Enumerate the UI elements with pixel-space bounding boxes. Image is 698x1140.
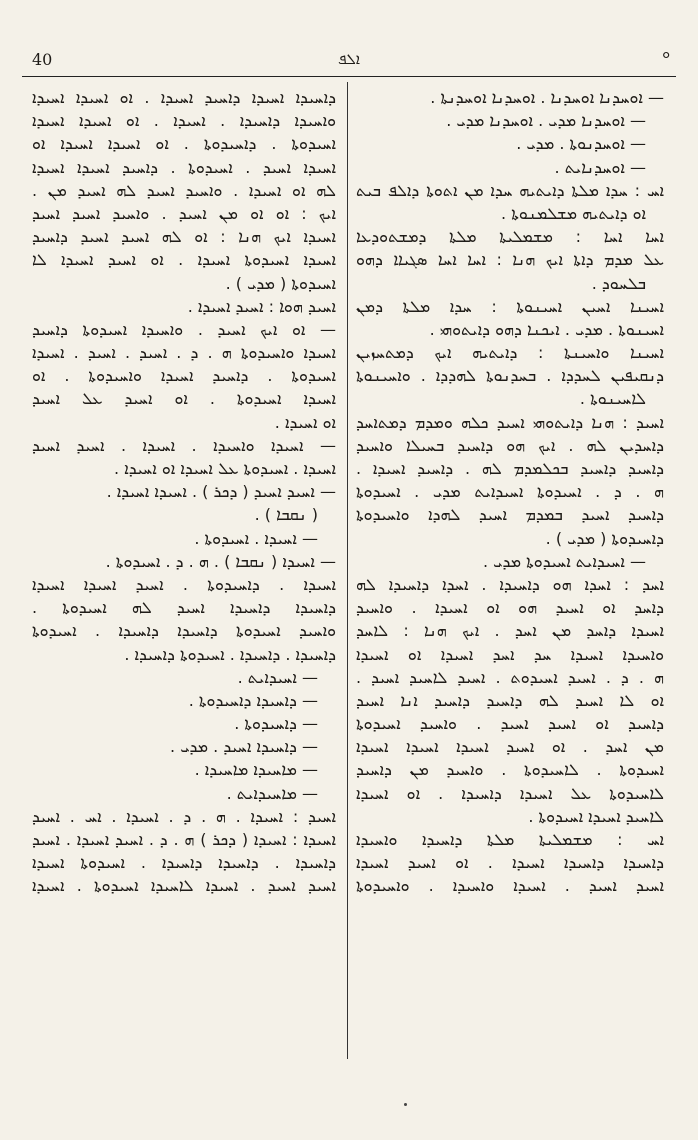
text-line: ܐܚܝܕ ܐܚܝܕ . ܐܚܝܕܐ ܠܐܚܝܕܐ ܐܚܝܕܘܬܐ . ܐܚܝܕܐ — [32, 876, 336, 896]
text-line: ܐܚܝܕ : ܗܢܐ ܕܐܝܬܘܗܝ ܐܚܝܕ ܟܠܗ ܘܡܕܡ ܕܡܬܐܚܕ — [356, 412, 664, 432]
text-line: — ܐܚܝܕ ܐܚܝܕ ( ܕܟܪ ) . ܐܚܝܕܐ ܐܚܝܕܐ . — [106, 482, 336, 502]
text-line: — ܐܚܝܕܐܝܬ ܐܚܝܕܘܬܐ ܡܕܝ . — [482, 551, 646, 571]
text-line: ܐܚܝܕ ܐܚܝܕ . ܐܚܝܕܐ ܘܐܚܝܕܐ . ܘܐܚܝܕܘܬܐ — [356, 876, 664, 896]
text-line: ܗ . ܕ . ܐܚܝܕܘܬܐ ܐܚܝܕܐܝܬ ܡܕܝ . ܐܚܝܕܘܬܐ — [356, 482, 664, 502]
text-line: ܐܚܝܕ ܗܘܐ : ܐܚܝܕ ܐܚܝܕܐ . — [187, 296, 336, 316]
left-column — [32, 86, 336, 898]
text-line: — ܐܚܝܕܐܝܬ . — [237, 667, 318, 687]
text-line: ܕܐܚܝܕ ܐܘ ܐܚܝܕ ܐܚܝܕ . ܘܐܚܝܕ ܐܚܝܕܘܬܐ — [356, 714, 664, 734]
text-line: ܐܚܝܢܐ ܐܚܝܢ ܐܚܝܢܘܬܐ : ܚܕܐ ܡܠܬܐ ܕܡܢ — [356, 296, 664, 316]
text-line: — ܐܘܚܕܢܐ ܡܕܝ . ܐܘܚܕܢܐ ܡܕܝ . — [446, 111, 646, 131]
text-line: ܐܘ ܠܐ ܐܚܝܕ ܠܗ ܕܐܚܝܕ ܕܐܚܝܕ ܐܢܐ ܐܚܝܕ — [356, 690, 664, 710]
text-line: ܐܚܝܕܘܬܐ . ܕܐܚܝܕܘܬܐ . ܐܘ ܐܚܝܕܐ ܐܚܝܕܐ ܐܘ — [32, 134, 336, 154]
text-line: ܐܚܝܕܐ : ܐܚܝܕܐ ( ܕܟܪ ) ܗ . ܕ . ܐܚܝܕ ܐܚܝܕܐ . ܐܚܝܕ — [32, 830, 336, 849]
page-header — [22, 48, 676, 72]
corner-mark: ܘ — [662, 46, 670, 62]
text-line: — ܡܐܚܝܕܐܝܬ . — [226, 783, 318, 803]
page-number: 40 — [32, 50, 53, 69]
text-line: ܕܐܚܝܕܐ ܕܐܚܝܕܐ ܐܚܝܕܐ . ܐܘ ܐܚܝܕ ܐܚܝܕܐ — [356, 853, 664, 873]
text-line: ܐܚܝܕܐ ܐܚܝܕܘܬܐ . ܐܘ ܐܚܝܕ ܥܠ ܐܚܝܕ — [32, 389, 336, 409]
text-line: ܐܚܝܕ : ܐܚܝܕܐ . ܗ . ܕ . ܐܚܝܕܐ . ܐܚ . ܐܚܝܕ — [32, 806, 336, 826]
text-line: — ܐܚܝܕܐ ( ܢܩܒܐ ) . ܗ . ܕ . ܐܚܝܕܘܬܐ . — [105, 551, 336, 571]
text-line: ܠܐܚܝܕܘܬܐ ܥܠ ܐܚܝܕܐ ܕܐܚܝܕܐ . ܐܘ ܐܚܝܕܐ — [356, 783, 664, 803]
text-line: ܥܠ ܡܕܡ ܕܐܬܐ ܐܝܟ ܗܢܐ : ܐܚܐ ܐܚܐ ܣܓܝܐܐ ܕܗܘ — [356, 250, 664, 270]
text-line: ܕܐܚܝܕ ܐܚܝܕ ܒܡܕܡ ܐܚܝܕ ܠܗܕܐ ܘܐܚܝܕܘܬܐ — [356, 505, 664, 525]
text-line: ܐܚܝܢܐ ܘܐܚܝܢܬܐ : ܕܐܝܬܝܗ ܐܝܟ ܕܡܬܚܙܝܢ — [356, 343, 664, 363]
text-line: — ܕܐܚܝܕܘܬܐ . — [234, 714, 318, 734]
text-line: — ܐܚܝܕܐ . ܐܚܝܕܘܬܐ . — [194, 528, 318, 548]
text-line: ܘܐܚܝܕ ܐܚܝܕܘܬܐ ܕܐܚܝܕܐ ܕܐܚܝܕܐ . ܐܚܝܕܘܬܐ — [32, 621, 336, 641]
text-line: ܐܚܝܕܐ ܘܐܚܝܕܘܬܐ ܗ . ܕ . ܐܚܝܕ . ܐܚܝܕ . ܐܚܝܕܐ — [32, 343, 336, 363]
text-line: ܡܢ ܐܚܕ . ܐܘ ܐܚܝܕ ܐܚܝܕܐ ܐܚܝܕܐ ܐܚܝܕܐ — [356, 737, 664, 757]
header-rule — [22, 76, 676, 77]
text-line: ܐܚܝܕܐ ܐܝܟ ܗܢܐ : ܐܘ ܠܗ ܐܚܝܕ ܐܚܝܕ ܕܐܚܝܕ — [32, 227, 336, 247]
text-line: — ܐܘܚܕܢܐܝܬ . — [554, 157, 646, 177]
running-title: ܐܠܦ — [337, 50, 361, 68]
text-line: ܐܚܝܕܘܬܐ ( ܡܕܝ ) . — [225, 273, 336, 293]
text-line: ܕܐܚܕ ܐܘ ܐܚܝܕ ܗܘ ܐܘ ܐܚܝܕܐ . ܘܐܚܝܕ — [356, 598, 664, 618]
text-line: — ܡܐܚܝܕܐ ܡܐܚܝܕܐ . — [194, 760, 318, 780]
text-line: ܗ . ܕ . ܐܚܝܕ ܐܚܝܕܘܬ . ܐܚܝܕ ܠܐܚܝܕ ܐܚܝܕ . — [356, 667, 664, 687]
text-line: ܕܢܩܝܦܝܢ ܠܚܕܕܐ . ܒܚܕܢܘܬܐ ܠܗܕܕܐ . ܘܐܚܝܢܘܬܐ — [356, 366, 664, 386]
text-line: ܐܚܝܕܐ . ܐܚܝܕܘܬܐ ܥܠ ܐܚܝܕܐ ܐܘ ܐܚܝܕܐ . — [114, 459, 336, 478]
text-line: ܐܚܝܢܘܬܐ . ܡܕܝ . ܐܝܟܢܐ ܕܗܘ ܕܐܝܬܘܗܝ . — [429, 319, 664, 339]
text-line: — ܐܚܝܕܐ ܘܐܚܝܕܐ . ܐܚܝܕܐ . ܐܚܝܕ ܐܚܝܕ — [32, 435, 336, 455]
text-line: — ܐܘܚܕܢܘܬܐ . ܡܕܝ . — [516, 134, 646, 154]
text-line: ܐܚܝܕܘܬܐ . ܕܐܚܝܕ ܐܚܝܕܐ ܘܐܚܝܕܘܬܐ . ܐܘ — [32, 366, 336, 386]
text-line: ܠܐܚܝܢܘܬܐ . — [579, 389, 646, 409]
text-line: ܕܐܚܝܕܐ ܕܐܚܝܕܐ ܐܚܝܕ ܠܗ ܐܚܝܕܘܬܐ . — [32, 598, 336, 618]
text-line: ܕܐܚܝܕܘܬܐ ( ܡܕܝ ) . — [545, 528, 664, 548]
text-line: ܐܚܝܕܐ ܐܚܝܕܘܬܐ ܐܚܝܕܐ . ܐܘ ܐܚܝܕ ܐܚܝܕܐ ܠܐ — [32, 250, 336, 270]
text-line: — ܕܐܚܝܕܐ ܕܐܚܝܕܘܬܐ . — [188, 690, 318, 710]
right-column — [356, 86, 664, 898]
text-line: ܐܚܝܕܘܬܐ . ܠܐܚܝܕܘܬܐ . ܘܐܚܝܕ ܡܢ ܕܐܚܝܕ — [356, 760, 664, 780]
text-line: ܘܐܚܝܕܐ ܕܐܚܝܕܐ . ܐܚܝܕܐ . ܐܘ ܐܚܝܕܐ ܐܚܝܕܐ — [32, 111, 336, 131]
text-line: ܐܚܕ : ܐܚܕܐ ܗܘ ܕܐܚܝܕܐ . ܐܚܕܐ ܕܐܚܝܕܐ ܠܗ — [356, 574, 664, 594]
text-line: ܕܐܚܝܕ ܕܐܚܝܕ ܒܟܠܡܕܡ ܠܗ . ܕܐܚܝܕ ܐܚܝܕܐ . — [356, 459, 664, 478]
text-line: ܠܗ ܐܘ ܐܚܝܕܐ . ܘܐܚܝܕ ܐܚܝܕ ܠܗ ܐܚܝܕ ܡܢ . — [32, 180, 336, 200]
text-line: ܕܐܚܝܕܐ . ܕܐܚܝܕܐ ܕܐܚܝܕܐ . ܐܚܝܕܘܬܐ ܐܚܝܕܐ — [32, 853, 336, 873]
text-line: ܠܐܚܝܕ ܐܚܝܕܐ ܐܚܝܕܘܬܐ . — [528, 806, 664, 826]
text-line: ܐܚܐ ܐܚܐ : ܡܫܡܠܝܬܐ ܡܠܬܐ ܕܡܫܬܘܕܥܐ — [356, 227, 664, 247]
text-line: — ܕܐܚܝܕܐ ܐܚܝܕ . ܡܕܝ . — [170, 737, 318, 757]
text-line: ܕܐܚܕܝܢ ܠܗ . ܐܝܟ ܗܘ ܕܐܚܝܕ ܒܚܝܠܐ ܘܐܚܝܕ — [356, 435, 664, 455]
text-line: ܐܝܟ : ܐܘ ܐܘ ܡܢ ܐܚܝܕ . ܘܐܚܝܕ ܐܚܝܕ ܐܚܝܕ — [32, 203, 336, 223]
text-line: ܐܚܝܕܐ . ܕܐܚܝܕܘܬܐ . ܐܚܝܕ ܐܚܝܕܐ ܐܚܝܕܐ — [32, 574, 336, 594]
text-line: ܐܚ : ܡܫܡܠܝܬܐ ܡܠܬܐ ܕܐܚܝܕܐ ܘܐܚܝܕܐ — [356, 830, 664, 849]
text-line: ܐܘ ܐܚܝܕܐ . — [274, 412, 336, 432]
text-line: — ܐܘܚܕܢܐ ܐܘܚܕܢܐ . ܐܘܚܕܢܐ ܐܘܚܕܢܬܐ . — [430, 88, 664, 107]
text-line: ܐܘ ܕܐܝܬܝܗ ܡܫܠܡܢܘܬܐ . — [501, 203, 646, 223]
text-line: ܒܠܚܘܕ . — [591, 273, 646, 293]
text-line: ܐܚ : ܚܕܐ ܡܠܬܐ ܕܐܝܬܝܗ ܚܕܐ ܡܢ ܐܬܘܬܐ ܕܐܠܦ ܒܝܬ — [356, 180, 664, 200]
text-line: ( ܢܩܒܐ ) . — [254, 505, 318, 525]
text-line: — ܐܘ ܐܝܟ ܐܚܝܕ . ܘܐܚܝܕܐ ܐܚܝܕܘܬܐ ܕܐܚܝܕ — [32, 319, 336, 339]
text-line: ܐܚܝܕܐ ܐܚܝܕ . ܐܚܝܕܘܬܐ . ܕܐܚܝܕ ܐܚܝܕܐ ܐܚܝܕܐ — [32, 157, 336, 177]
text-line: ܕܐܚܝܕܐ . ܕܐܚܝܕܐ . ܐܚܝܕܘܬܐ ܕܐܚܝܕܐ . — [124, 644, 336, 664]
text-line: ܕܐܚܝܕܐ ܐܚܝܕܐ ܕܐܚܝܕ ܐܚܝܕܐ . ܐܘ ܐܚܝܕܐ ܐܚܝܕܐ — [32, 88, 336, 107]
text-line: ܘܐܚܝܕܐ ܐܚܝܕܐ ܚܕ ܐܚܕ ܐܚܝܕܐ ܐܘ ܐܚܝܕܐ — [356, 644, 664, 664]
ink-dot — [404, 1103, 407, 1106]
text-line: ܐܚܝܕܐ ܕܐܚܕ ܡܢ ܐܚܕ . ܐܝܟ ܗܢܐ : ܠܐܚܕ — [356, 621, 664, 641]
column-divider — [347, 82, 348, 1059]
